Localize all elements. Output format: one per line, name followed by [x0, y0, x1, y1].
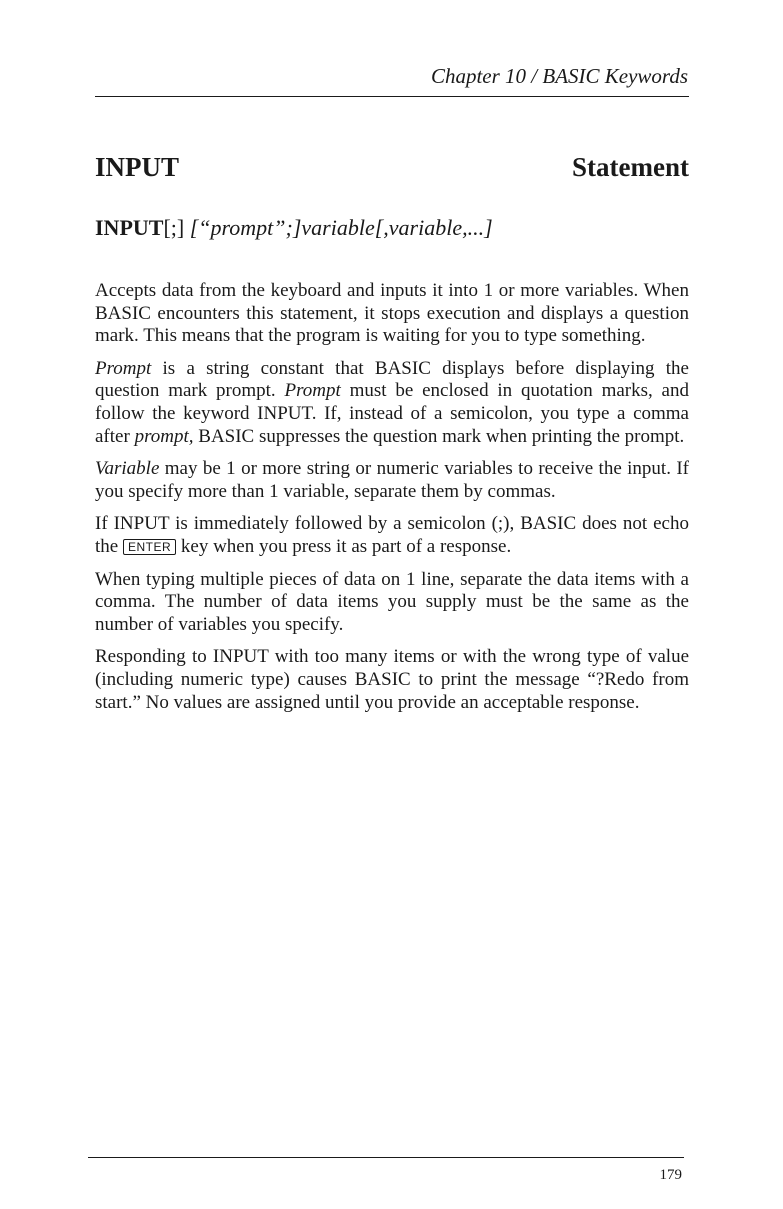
paragraph-semicolon-text-2: key when you press it as part of a response.	[176, 535, 512, 557]
term-prompt-3: prompt,	[134, 425, 194, 447]
paragraph-prompt-text-1: is a string constant that BASIC displays before displaying the question mark prompt.	[95, 357, 689, 402]
term-prompt: Prompt	[95, 357, 152, 379]
keyword-title: INPUT	[95, 152, 180, 182]
syntax-prompt: [“prompt”;]	[189, 215, 302, 240]
header-rule	[95, 96, 689, 97]
entry-type: Statement	[572, 152, 689, 182]
paragraph-prompt	[95, 358, 689, 448]
page-number: 179	[659, 1167, 682, 1183]
body-text	[95, 280, 689, 714]
paragraph-semicolon	[95, 513, 689, 558]
syntax-variables: variable[,variable,...]	[301, 215, 493, 240]
paragraph-prompt-text-3: BASIC suppresses the question mark when printing the prompt.	[193, 425, 685, 447]
running-head: Chapter 10 / BASIC Keywords	[430, 64, 688, 88]
syntax-optional-semicolon: [;]	[163, 215, 190, 240]
entry-title-row	[95, 152, 689, 183]
paragraph-multiple-data: When typing multiple pieces of data on 1 line, separate the data items with a comma. The number of data items you supply must be the same as the number of variables you specify.	[95, 568, 689, 635]
syntax-line	[95, 215, 689, 241]
paragraph-description: Accepts data from the keyboard and inputs it into 1 or more variables. When BASIC encounters this statement, it stops execution and displays a question mark. This means that the program is waiting for you to type something.	[95, 280, 689, 347]
paragraph-semicolon-text-1: If INPUT is immediately followed by a semicolon (;), BASIC does not echo the	[95, 513, 689, 557]
term-prompt-2: Prompt	[284, 380, 341, 402]
term-variable: Variable	[95, 458, 160, 480]
enter-key-icon: ENTER	[123, 539, 176, 555]
paragraph-variable-text: may be 1 or more string or numeric variables to receive the input. If you specify more than 1 variable, separate them by commas.	[95, 458, 689, 502]
paragraph-redo: Responding to INPUT with too many items or with the wrong type of value (including numeric type) causes BASIC to print the message “?Redo from start.” No values are assigned until you provide an acceptable response.	[95, 646, 689, 713]
syntax-keyword: INPUT	[95, 215, 164, 240]
paragraph-prompt-text-2: must be enclosed in quotation marks, and follow the keyword INPUT. If, instead of a semicolon, you type a comma after	[95, 380, 689, 447]
footer-rule	[88, 1157, 684, 1158]
paragraph-variable	[95, 458, 689, 503]
